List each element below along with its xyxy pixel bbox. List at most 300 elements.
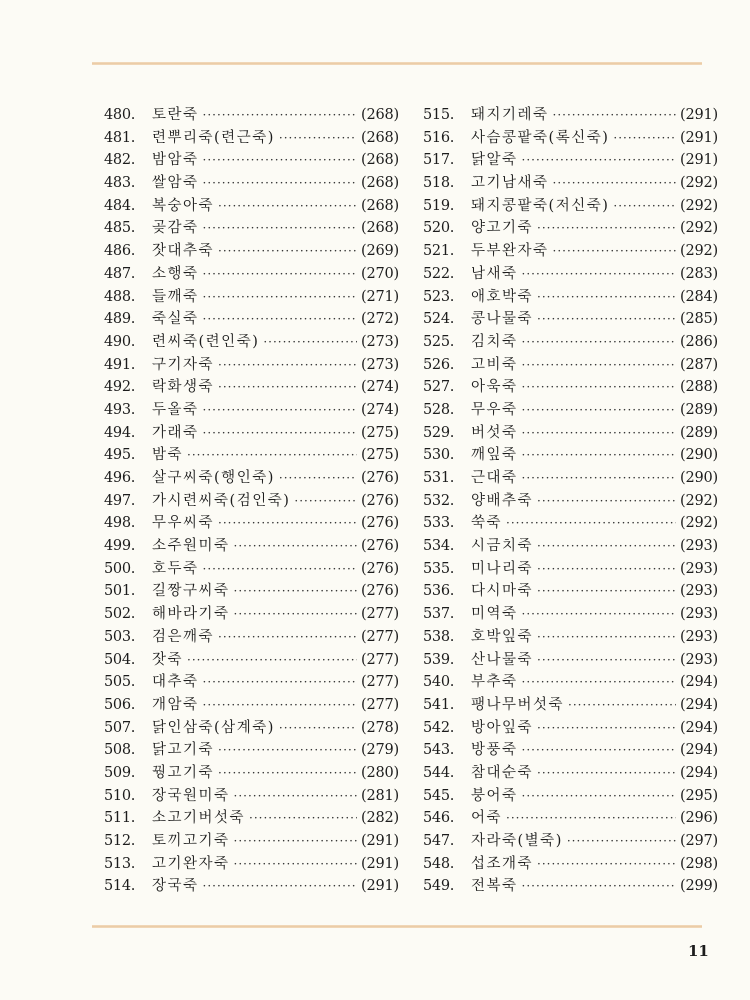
toc-entry-title: 장국죽 [152, 878, 199, 895]
toc-entry [423, 104, 718, 127]
toc-entry-page: (294) [680, 742, 718, 759]
dot-leader [203, 217, 357, 240]
toc-entry-page: (268) [361, 175, 399, 192]
toc-entry-number: 535. [423, 560, 455, 577]
toc-entry-page: (293) [680, 628, 718, 645]
toc-entry-title: 련뿌리죽(련근죽) [152, 129, 275, 146]
toc-entry [104, 807, 399, 830]
dot-leader [522, 785, 676, 808]
dot-leader [294, 490, 357, 513]
dot-leader [567, 830, 676, 853]
toc-entry [423, 853, 718, 876]
toc-entry-number: 540. [423, 674, 455, 691]
toc-entry-page: (276) [361, 560, 399, 577]
toc-entry [423, 195, 718, 218]
toc-entry-title: 다시마죽 [471, 583, 534, 600]
dot-leader [218, 376, 357, 399]
toc-entry-title: 살구씨죽(행인죽) [152, 470, 275, 486]
dot-leader [537, 535, 676, 558]
toc-entry-title: 닭알죽 [471, 152, 518, 169]
toc-entry-number: 544. [423, 764, 455, 781]
toc-entry-number: 488. [104, 288, 136, 305]
toc-entry [423, 626, 718, 649]
top-rule [92, 62, 702, 65]
toc-entry-title: 버섯죽 [471, 424, 518, 441]
toc-entry [104, 490, 399, 513]
toc-entry-page: (280) [361, 764, 399, 781]
toc-entry-number: 507. [104, 719, 136, 736]
dot-leader [187, 444, 357, 467]
toc-entry-number: 536. [423, 583, 455, 600]
toc-entry-number: 500. [104, 560, 136, 577]
dot-leader [522, 444, 676, 467]
dot-leader [522, 671, 676, 694]
toc-entry-number: 487. [104, 265, 136, 282]
dot-leader [203, 558, 357, 581]
toc-entry-number: 512. [104, 833, 136, 849]
toc-entry [423, 308, 718, 331]
toc-entry [104, 354, 399, 377]
dot-leader [234, 580, 357, 603]
toc-entry-page: (277) [361, 674, 399, 691]
toc-entry-page: (285) [680, 311, 718, 328]
toc-entry-page: (291) [361, 878, 399, 895]
toc-entry-page: (275) [361, 447, 399, 464]
dot-leader [234, 830, 357, 853]
toc-entry [104, 308, 399, 331]
toc-entry-title: 양배추죽 [471, 492, 534, 509]
toc-entry-page: (293) [680, 651, 718, 668]
toc-entry-page: (289) [680, 424, 718, 441]
toc-entry-number: 530. [423, 447, 455, 464]
dot-leader [218, 354, 357, 377]
dot-leader [203, 875, 357, 898]
toc-entry-title: 꿩고기죽 [152, 764, 215, 781]
toc-entry [104, 444, 399, 467]
toc-entry-page: (268) [361, 197, 399, 214]
toc-entry [104, 875, 399, 898]
toc-entry [423, 172, 718, 195]
toc-entry [423, 376, 718, 399]
toc-entry [423, 127, 718, 150]
toc-entry [423, 217, 718, 240]
dot-leader [537, 626, 676, 649]
dot-leader [279, 717, 357, 740]
toc-entry [423, 490, 718, 513]
toc-right-column [423, 104, 718, 898]
toc-entry-page: (291) [361, 833, 399, 849]
toc-entry [423, 444, 718, 467]
toc-entry-page: (283) [680, 265, 718, 282]
toc-entry-title: 닭고기죽 [152, 742, 215, 759]
toc-entry-title: 검은깨죽 [152, 628, 215, 645]
toc-entry-page: (292) [680, 243, 718, 260]
toc-entry-page: (281) [361, 787, 399, 804]
page-number: 11 [688, 942, 709, 960]
toc-entry [423, 399, 718, 422]
toc-entry [104, 512, 399, 535]
toc-entry-title: 락화생죽 [152, 379, 215, 396]
dot-leader [568, 694, 676, 717]
toc-entry-page: (294) [680, 696, 718, 713]
dot-leader [522, 875, 676, 898]
toc-entry [423, 512, 718, 535]
toc-entry-number: 521. [423, 243, 455, 260]
toc-entry-title: 자라죽(별죽) [471, 833, 563, 849]
toc-entry-page: (291) [361, 855, 399, 872]
toc-entry-title: 팽나무버섯죽 [471, 696, 565, 713]
toc-entry-title: 밤암죽 [152, 152, 199, 169]
toc-entry-number: 527. [423, 379, 455, 396]
toc-entry-number: 541. [423, 696, 455, 713]
toc-entry-number: 481. [104, 129, 136, 146]
toc-entry-title: 가래죽 [152, 424, 199, 441]
toc-entry-page: (292) [680, 492, 718, 509]
toc-entry-page: (294) [680, 719, 718, 736]
toc-entry [104, 830, 399, 853]
toc-entry-title: 사슴콩팥죽(록신죽) [471, 129, 610, 146]
dot-leader [522, 603, 676, 626]
toc-entry-number: 533. [423, 515, 455, 532]
toc-entry [423, 807, 718, 830]
dot-leader [203, 172, 357, 195]
dot-leader [218, 626, 357, 649]
toc-entry-number: 525. [423, 333, 455, 350]
toc-entry-title: 아욱죽 [471, 379, 518, 396]
toc-entry [423, 717, 718, 740]
toc-entry-title: 산나물죽 [471, 651, 534, 668]
toc-entry-title: 개암죽 [152, 696, 199, 713]
toc-entry-number: 531. [423, 470, 455, 486]
toc-entry [423, 694, 718, 717]
toc-entry-title: 잣죽 [152, 651, 184, 668]
toc-entry-title: 쌀암죽 [152, 175, 199, 192]
toc-entry [423, 263, 718, 286]
toc-entry [423, 830, 718, 853]
toc-entry-title: 시금치죽 [471, 538, 534, 555]
toc-entry-number: 548. [423, 855, 455, 872]
dot-leader [613, 127, 676, 150]
toc-entry [104, 217, 399, 240]
toc-entry-number: 537. [423, 606, 455, 623]
toc-entry-number: 517. [423, 152, 455, 169]
dot-leader [613, 195, 676, 218]
toc-entry-title: 들깨죽 [152, 288, 199, 305]
dot-leader [203, 694, 357, 717]
toc-entry-page: (291) [680, 129, 718, 146]
dot-leader [537, 558, 676, 581]
toc-entry-title: 토끼고기죽 [152, 833, 230, 849]
dot-leader [234, 603, 357, 626]
toc-entry [104, 467, 399, 490]
toc-entry-page: (278) [361, 719, 399, 736]
toc-entry-title: 밤죽 [152, 447, 184, 464]
toc-entry-title: 구기자죽 [152, 356, 215, 373]
toc-entry [104, 149, 399, 172]
toc-entry-page: (274) [361, 401, 399, 418]
toc-entry-title: 무우씨죽 [152, 515, 215, 532]
toc-entry-number: 526. [423, 356, 455, 373]
toc-entry-number: 499. [104, 538, 136, 555]
toc-entry-title: 해바라기죽 [152, 606, 230, 623]
toc-entry-number: 543. [423, 742, 455, 759]
dot-leader [522, 149, 676, 172]
toc-entry [104, 558, 399, 581]
toc-entry-page: (277) [361, 606, 399, 623]
toc-entry-number: 509. [104, 764, 136, 781]
toc-entry-number: 511. [104, 810, 136, 827]
toc-entry-number: 546. [423, 810, 455, 827]
toc-entry-title: 소주원미죽 [152, 538, 230, 555]
toc-entry-page: (271) [361, 288, 399, 305]
toc-entry-page: (282) [361, 810, 399, 827]
toc-entry-title: 미역죽 [471, 606, 518, 623]
toc-entry-number: 484. [104, 197, 136, 214]
toc-entry [423, 785, 718, 808]
dot-leader [553, 104, 676, 127]
toc-entry [104, 172, 399, 195]
toc-entry-number: 515. [423, 107, 455, 123]
toc-entry-title: 무우죽 [471, 401, 518, 418]
toc-entry [423, 739, 718, 762]
dot-leader [279, 467, 357, 490]
toc-entry-title: 콩나물죽 [471, 311, 534, 328]
toc-entry-page: (272) [361, 311, 399, 328]
toc-entry-title: 가시련씨죽(검인죽) [152, 492, 291, 509]
toc-entry [423, 286, 718, 309]
toc-entry-page: (268) [361, 107, 399, 123]
dot-leader [234, 535, 357, 558]
dot-leader [537, 762, 676, 785]
dot-leader [537, 717, 676, 740]
toc-entry [423, 354, 718, 377]
toc-entry-title: 련씨죽(련인죽) [152, 333, 260, 350]
toc-entry-title: 근대죽 [471, 470, 518, 486]
toc-entry-title: 방아잎죽 [471, 719, 534, 736]
toc-entry [104, 580, 399, 603]
toc-entry-title: 붕어죽 [471, 787, 518, 804]
dot-leader [203, 308, 357, 331]
toc-entry-number: 495. [104, 447, 136, 464]
toc-entry-page: (290) [680, 470, 718, 486]
toc-entry-number: 486. [104, 243, 136, 260]
toc-entry [423, 558, 718, 581]
toc-entry-page: (294) [680, 764, 718, 781]
dot-leader [537, 286, 676, 309]
toc-entry-number: 510. [104, 787, 136, 804]
toc-entry-number: 545. [423, 787, 455, 804]
toc-entry-title: 장국원미죽 [152, 787, 230, 804]
toc-entry-page: (292) [680, 197, 718, 214]
toc-entry [423, 149, 718, 172]
toc-entry-number: 542. [423, 719, 455, 736]
dot-leader [522, 467, 676, 490]
dot-leader [203, 263, 357, 286]
toc-entry-title: 호박잎죽 [471, 628, 534, 645]
toc-entry-page: (287) [680, 356, 718, 373]
toc-entry [423, 603, 718, 626]
toc-entry [104, 195, 399, 218]
toc-entry-number: 482. [104, 152, 136, 169]
toc-entry-number: 524. [423, 311, 455, 328]
toc-entry-page: (277) [361, 628, 399, 645]
toc-entry-number: 492. [104, 379, 136, 396]
toc-entry [423, 875, 718, 898]
toc-entry-number: 503. [104, 628, 136, 645]
toc-entry [104, 240, 399, 263]
dot-leader [249, 807, 357, 830]
dot-leader [203, 399, 357, 422]
toc-entry-number: 538. [423, 628, 455, 645]
dot-leader [537, 649, 676, 672]
toc-entry-page: (274) [361, 379, 399, 396]
toc-entry-title: 전복죽 [471, 878, 518, 895]
toc-entry [423, 762, 718, 785]
toc-entry-number: 514. [104, 878, 136, 895]
toc-entry-number: 493. [104, 401, 136, 418]
toc-entry-title: 섭조개죽 [471, 855, 534, 872]
toc-entry-number: 549. [423, 878, 455, 895]
toc-entry-title: 고기남새죽 [471, 175, 549, 192]
toc-entry-number: 505. [104, 674, 136, 691]
dot-leader [263, 331, 357, 354]
toc-entry-page: (276) [361, 470, 399, 486]
toc-entry-page: (295) [680, 787, 718, 804]
toc-entry-title: 부추죽 [471, 674, 518, 691]
toc-entry-title: 소고기버섯죽 [152, 810, 246, 827]
toc-entry [423, 671, 718, 694]
dot-leader [537, 308, 676, 331]
toc-entry-title: 고기완자죽 [152, 855, 230, 872]
toc-entry-title: 돼지콩팥죽(저신죽) [471, 197, 610, 214]
toc-entry-page: (277) [361, 696, 399, 713]
toc-entry-page: (273) [361, 333, 399, 350]
toc-entry [104, 263, 399, 286]
dot-leader [234, 853, 357, 876]
dot-leader [537, 853, 676, 876]
toc-entry-title: 깨잎죽 [471, 447, 518, 464]
toc-entry-page: (297) [680, 833, 718, 849]
toc-entry-page: (270) [361, 265, 399, 282]
toc-entry-title: 어죽 [471, 810, 503, 827]
toc-left-column [104, 104, 399, 898]
dot-leader [218, 762, 357, 785]
toc-entry-title: 호두죽 [152, 560, 199, 577]
dot-leader [506, 807, 676, 830]
toc-entry-page: (273) [361, 356, 399, 373]
toc-entry-number: 497. [104, 492, 136, 509]
dot-leader [218, 240, 357, 263]
toc-entry-number: 496. [104, 470, 136, 486]
toc-entry-number: 547. [423, 833, 455, 849]
toc-entry-page: (293) [680, 606, 718, 623]
toc-entry [104, 422, 399, 445]
toc-entry-number: 513. [104, 855, 136, 872]
toc-entry [104, 762, 399, 785]
toc-entry-number: 506. [104, 696, 136, 713]
toc-entry-number: 532. [423, 492, 455, 509]
toc-entry-page: (268) [361, 152, 399, 169]
toc-entry-title: 대추죽 [152, 674, 199, 691]
toc-entry-page: (292) [680, 220, 718, 237]
dot-leader [537, 490, 676, 513]
toc-entry-title: 김치죽 [471, 333, 518, 350]
toc-entry-number: 480. [104, 107, 136, 123]
toc-entry [104, 717, 399, 740]
toc-entry [423, 240, 718, 263]
dot-leader [203, 149, 357, 172]
dot-leader [203, 422, 357, 445]
dot-leader [234, 785, 357, 808]
dot-leader [537, 217, 676, 240]
toc-entry-page: (268) [361, 129, 399, 146]
toc-entry-number: 489. [104, 311, 136, 328]
dot-leader [537, 580, 676, 603]
toc-entry-page: (293) [680, 538, 718, 555]
toc-entry-title: 잣대추죽 [152, 243, 215, 260]
toc-entry-title: 쑥죽 [471, 515, 503, 532]
toc-entry-number: 508. [104, 742, 136, 759]
toc-entry-number: 522. [423, 265, 455, 282]
dot-leader [522, 422, 676, 445]
dot-leader [553, 240, 676, 263]
toc-entry [104, 671, 399, 694]
toc-entry-title: 길짱구씨죽 [152, 583, 230, 600]
toc-entry-title: 방풍죽 [471, 742, 518, 759]
toc-entry-title: 참대순죽 [471, 764, 534, 781]
toc-entry-title: 고비죽 [471, 356, 518, 373]
toc-entry-page: (276) [361, 515, 399, 532]
toc-entry-title: 소행죽 [152, 265, 199, 282]
toc-entry [423, 649, 718, 672]
toc-entry-page: (268) [361, 220, 399, 237]
toc-entry-page: (296) [680, 810, 718, 827]
toc-entry-title: 곶감죽 [152, 220, 199, 237]
toc-entry-title: 토란죽 [152, 107, 199, 123]
toc-entry-page: (298) [680, 855, 718, 872]
dot-leader [522, 739, 676, 762]
toc-entry [104, 603, 399, 626]
toc-entry [104, 127, 399, 150]
toc-entry-page: (279) [361, 742, 399, 759]
toc-entry-page: (275) [361, 424, 399, 441]
dot-leader [187, 649, 357, 672]
dot-leader [218, 512, 357, 535]
toc-entry-page: (284) [680, 288, 718, 305]
toc-entry-page: (291) [680, 152, 718, 169]
dot-leader [218, 195, 357, 218]
toc-entry-number: 519. [423, 197, 455, 214]
toc-entry [104, 399, 399, 422]
toc-entry-title: 닭인삼죽(삼계죽) [152, 719, 275, 736]
toc-entry-page: (299) [680, 878, 718, 895]
toc-entry-page: (292) [680, 175, 718, 192]
toc-entry-title: 두올죽 [152, 401, 199, 418]
dot-leader [522, 331, 676, 354]
toc-entry-page: (293) [680, 583, 718, 600]
toc-entry-number: 539. [423, 651, 455, 668]
toc-entry-title: 두부완자죽 [471, 243, 549, 260]
dot-leader [203, 671, 357, 694]
toc-entry-page: (289) [680, 401, 718, 418]
dot-leader [522, 399, 676, 422]
toc-entry-number: 483. [104, 175, 136, 192]
toc-entry-title: 복숭아죽 [152, 197, 215, 214]
toc-entry-page: (292) [680, 515, 718, 532]
toc-entry-number: 485. [104, 220, 136, 237]
toc-entry-page: (276) [361, 492, 399, 509]
toc-entry-number: 516. [423, 129, 455, 146]
